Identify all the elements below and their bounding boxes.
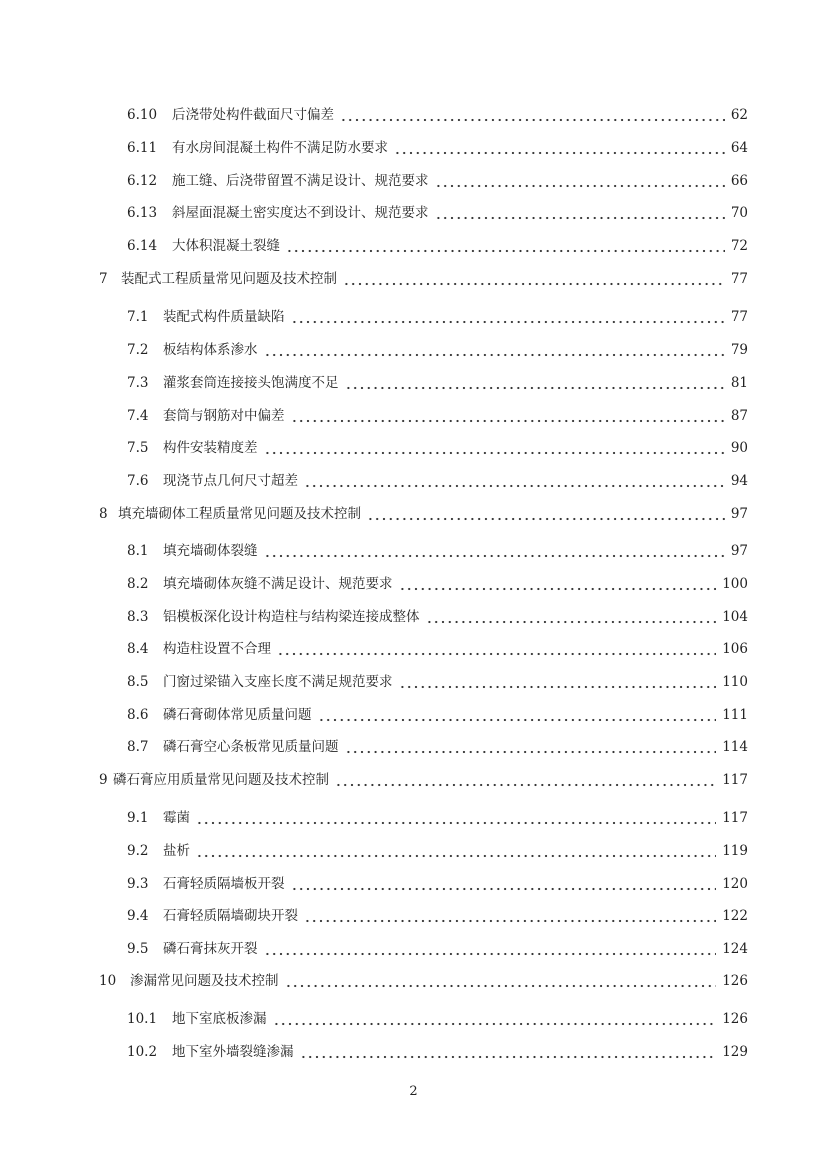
toc-page: 126 (722, 1011, 748, 1027)
toc-number: 8 (99, 506, 108, 522)
toc-page: 119 (722, 843, 748, 859)
toc-line (172, 105, 748, 125)
toc-number: 6.12 (127, 173, 158, 189)
toc-entry[interactable] (0, 808, 827, 828)
dot-leader (196, 841, 716, 861)
toc-page: 72 (730, 238, 748, 254)
toc-title: 套筒与钢筋对中偏差 (163, 408, 285, 424)
dot-leader (367, 504, 725, 524)
toc-entry[interactable] (0, 138, 827, 158)
toc-line (163, 307, 748, 327)
toc-line (172, 203, 748, 223)
toc-chapter[interactable] (0, 971, 827, 991)
toc-number: 8.7 (127, 739, 149, 755)
toc-line (118, 504, 748, 524)
toc-number: 8.1 (127, 543, 149, 559)
toc-number: 10.1 (127, 1011, 158, 1027)
toc-line (163, 438, 748, 458)
toc-line (172, 1042, 748, 1062)
toc-page: 126 (722, 973, 748, 989)
dot-leader (291, 874, 717, 894)
toc-title: 灌浆套筒连接接头饱满度不足 (163, 375, 339, 391)
toc-entry[interactable] (0, 574, 827, 594)
dot-leader (340, 105, 725, 125)
toc-line (163, 874, 748, 894)
toc-number: 8.5 (127, 674, 149, 690)
toc-title: 斜屋面混凝土密实度达不到设计、规范要求 (172, 205, 429, 221)
toc-page: 124 (722, 941, 748, 957)
toc-number: 10 (99, 973, 117, 989)
toc-title: 石膏轻质隔墙砌块开裂 (163, 908, 298, 924)
toc-title: 装配式工程质量常见问题及技术控制 (121, 271, 337, 287)
toc-number: 9.2 (127, 843, 149, 859)
dot-leader (264, 340, 725, 360)
toc-line (163, 406, 748, 426)
toc-number: 9.5 (127, 941, 149, 957)
toc-entry[interactable] (0, 171, 827, 191)
toc-page: 111 (722, 707, 748, 723)
toc-entry[interactable] (0, 340, 827, 360)
toc-title: 地下室底板渗漏 (172, 1011, 267, 1027)
toc-line (163, 808, 748, 828)
toc-line (163, 340, 748, 360)
toc-title: 渗漏常见问题及技术控制 (130, 973, 279, 989)
toc-page: 106 (722, 641, 748, 657)
toc-title: 铝模板深化设计构造柱与结构梁连接成整体 (163, 609, 420, 625)
toc-entry[interactable] (0, 705, 827, 725)
toc-title: 构件安装精度差 (163, 440, 258, 456)
toc-number: 10.2 (127, 1044, 158, 1060)
toc-entry[interactable] (0, 874, 827, 894)
toc-title: 地下室外墙裂缝渗漏 (172, 1044, 294, 1060)
dot-leader (277, 639, 716, 659)
dot-leader (345, 373, 725, 393)
dot-leader (435, 171, 725, 191)
toc-entry[interactable] (0, 471, 827, 491)
toc-page: 79 (730, 342, 748, 358)
dot-leader (304, 471, 725, 491)
toc-line (172, 171, 748, 191)
toc-page: 104 (722, 609, 748, 625)
toc-title: 石膏轻质隔墙板开裂 (163, 876, 285, 892)
toc-title: 装配式构件质量缺陷 (163, 309, 285, 325)
toc-title: 磷石膏抹灰开裂 (163, 941, 258, 957)
toc-number: 7.4 (127, 408, 149, 424)
toc-line (163, 841, 748, 861)
dot-leader (426, 607, 717, 627)
toc-page: 114 (722, 739, 748, 755)
toc-page: 87 (730, 408, 748, 424)
toc-number: 9.3 (127, 876, 149, 892)
toc-line (172, 236, 748, 256)
toc-number: 7.2 (127, 342, 149, 358)
toc-page: 97 (730, 506, 748, 522)
toc-line (163, 541, 748, 561)
toc-line (172, 1009, 748, 1029)
toc-entry[interactable] (0, 105, 827, 125)
dot-leader (335, 770, 716, 790)
toc-entry[interactable] (0, 373, 827, 393)
dot-leader (394, 138, 725, 158)
toc-page: 66 (730, 173, 748, 189)
toc-title: 后浇带处构件截面尺寸偏差 (172, 107, 334, 123)
dot-leader (435, 203, 725, 223)
dot-leader (264, 939, 717, 959)
toc-line (163, 639, 748, 659)
toc-line (163, 471, 748, 491)
dot-leader (291, 307, 725, 327)
dot-leader (399, 672, 717, 692)
toc-number: 8.2 (127, 576, 149, 592)
dot-leader (285, 971, 717, 991)
toc-number: 7 (99, 271, 108, 287)
toc-page: 62 (730, 107, 748, 123)
toc-title: 磷石膏空心条板常见质量问题 (163, 739, 339, 755)
toc-title: 磷石膏应用质量常见问题及技术控制 (113, 772, 329, 788)
toc-entry[interactable] (0, 307, 827, 327)
toc-chapter[interactable] (0, 269, 827, 289)
toc-title: 施工缝、后浇带留置不满足设计、规范要求 (172, 173, 429, 189)
toc-number: 8.3 (127, 609, 149, 625)
toc-page: 129 (722, 1044, 748, 1060)
toc-title: 大体积混凝土裂缝 (172, 238, 280, 254)
toc-number: 6.10 (127, 107, 158, 123)
toc-number: 9.4 (127, 908, 149, 924)
toc-page: 117 (722, 772, 748, 788)
toc-line (121, 269, 748, 289)
toc-entry[interactable] (0, 672, 827, 692)
toc-page: 64 (730, 140, 748, 156)
toc-line (163, 574, 748, 594)
dot-leader (300, 1042, 717, 1062)
toc-entry[interactable] (0, 1042, 827, 1062)
dot-leader (345, 737, 717, 757)
dot-leader (264, 541, 725, 561)
toc-number: 7.5 (127, 440, 149, 456)
toc-entry[interactable] (0, 203, 827, 223)
toc-number: 7.1 (127, 309, 149, 325)
dot-leader (273, 1009, 717, 1029)
toc-number: 7.6 (127, 473, 149, 489)
toc-line (163, 672, 748, 692)
toc-line (130, 971, 748, 991)
toc-title: 填充墙砌体灰缝不满足设计、规范要求 (163, 576, 393, 592)
dot-leader (196, 808, 716, 828)
toc-number: 7.3 (127, 375, 149, 391)
toc-title: 磷石膏砌体常见质量问题 (163, 707, 312, 723)
toc-number: 8.4 (127, 641, 149, 657)
toc-title: 构造柱设置不合理 (163, 641, 271, 657)
toc-page: 117 (722, 810, 748, 826)
dot-leader (304, 906, 716, 926)
toc-line (163, 373, 748, 393)
toc-entry[interactable] (0, 607, 827, 627)
toc-page: 100 (722, 576, 748, 592)
toc-title: 有水房间混凝土构件不满足防水要求 (172, 140, 388, 156)
toc-title: 门窗过梁锚入支座长度不满足规范要求 (163, 674, 393, 690)
toc-page: 90 (730, 440, 748, 456)
toc-entry[interactable] (0, 639, 827, 659)
toc-number: 6.11 (127, 140, 158, 156)
toc-line (163, 705, 748, 725)
toc-number: 9 (99, 772, 108, 788)
toc-page: 97 (730, 543, 748, 559)
dot-leader (286, 236, 725, 256)
toc-line (163, 906, 748, 926)
toc-number: 8.6 (127, 707, 149, 723)
toc-page: 77 (730, 271, 748, 287)
toc-number: 6.13 (127, 205, 158, 221)
dot-leader (291, 406, 725, 426)
toc-title: 霉菌 (163, 810, 190, 826)
toc-entry[interactable] (0, 236, 827, 256)
toc-page: 94 (730, 473, 748, 489)
toc-page: 120 (722, 876, 748, 892)
toc-title: 现浇节点几何尺寸超差 (163, 473, 298, 489)
toc-line (163, 607, 748, 627)
toc-entry[interactable] (0, 737, 827, 757)
toc-page: 110 (722, 674, 748, 690)
toc-entry[interactable] (0, 438, 827, 458)
toc-title: 填充墙砌体裂缝 (163, 543, 258, 559)
toc-title: 板结构体系渗水 (163, 342, 258, 358)
toc-entry[interactable] (0, 541, 827, 561)
toc-chapter[interactable] (0, 770, 827, 790)
toc-entry[interactable] (0, 406, 827, 426)
dot-leader (399, 574, 717, 594)
toc-page: 122 (722, 908, 748, 924)
toc-number: 6.14 (127, 238, 158, 254)
toc-entry[interactable] (0, 1009, 827, 1029)
toc-line (163, 939, 748, 959)
toc-page: 70 (730, 205, 748, 221)
toc-chapter[interactable] (0, 504, 827, 524)
toc-entry[interactable] (0, 841, 827, 861)
toc-page: 81 (730, 375, 748, 391)
toc-entry[interactable] (0, 939, 827, 959)
dot-leader (318, 705, 717, 725)
toc-number: 9.1 (127, 810, 149, 826)
dot-leader (343, 269, 725, 289)
toc-entry[interactable] (0, 906, 827, 926)
page-number: 2 (409, 1084, 418, 1099)
toc-line (113, 770, 748, 790)
toc-title: 填充墙砌体工程质量常见问题及技术控制 (118, 506, 361, 522)
dot-leader (264, 438, 725, 458)
toc-page: 77 (730, 309, 748, 325)
toc-line (172, 138, 748, 158)
toc-title: 盐析 (163, 843, 190, 859)
toc-line (163, 737, 748, 757)
